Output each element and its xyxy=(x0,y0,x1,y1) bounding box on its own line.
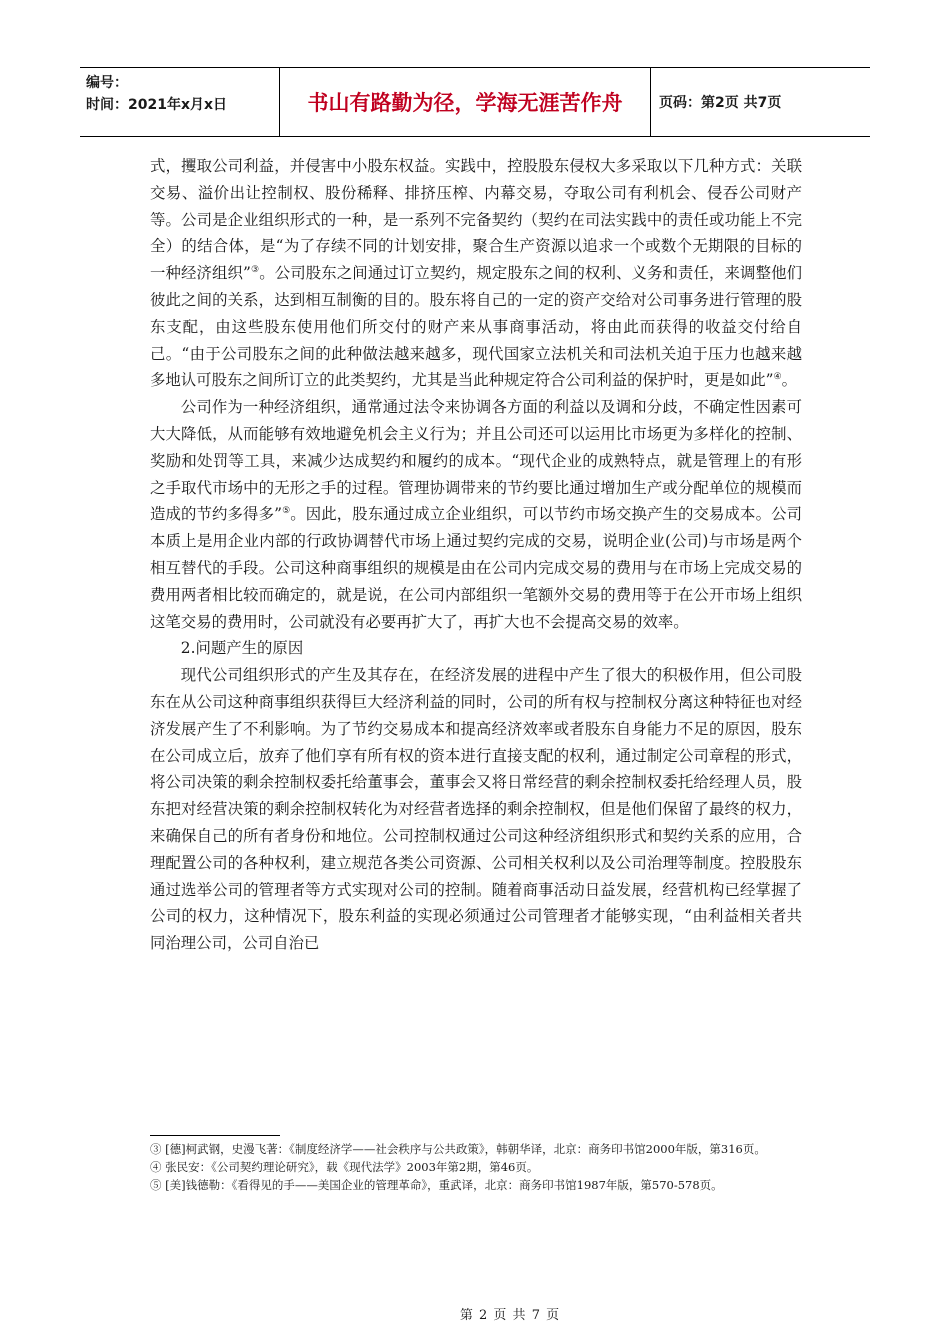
page-footer: 第 2 页 共 7 页 xyxy=(459,1308,561,1323)
footnote-ref-5: ⑤ xyxy=(281,506,291,517)
header-page-label: 页码：第2页 共7页 xyxy=(659,95,782,111)
header-meta xyxy=(80,68,280,136)
paragraph-3: 现代公司组织形式的产生及其存在，在经济发展的进程中产生了很大的积极作用，但公司股东在从公司这种商事组织获得巨大经济利益的同时，公司的所有权与控制权分离这种特征也对经济发展产生了不利影响。为了节约交易成本和提高经济效率或者股东自身能力不足的原因，股东在公司成立后，放弃了他们享有所有权的资本进行直接支配的权利，通过制定公司章程的形式，将公司决策的剩余控制权委托给董事会，董事会又将日常经营的剩余控制权委托给经理人员，股东把对经营决策的剩余控制权转化为对经营者选择的剩余控制权，但是他们保留了最终的权力，来确保自己的所有者身份和地位。公司控制权通过公司这种经济组织形式和契约关系的应用，合理配置公司的各种权利，建立规范各类公司资源、公司相关权利以及公司治理等制度。控股股东通过选举公司的管理者等方式实现对公司的控制。随着商事活动日益发展，经营机构已经掌握了公司的权力，这种情况下，股东利益的实现必须通过公司管理者才能够实现，“由利益相关者共同治理公司，公司自治已 xyxy=(150,666,802,953)
footnote-3: ③ [德]柯武钢，史漫飞著：《制度经济学——社会秩序与公共政策》，韩朝华译，北京：商务印书馆2000年版，第316页。 xyxy=(150,1142,766,1156)
footnote-5: ⑤ [美]钱德勒：《看得见的手——美国企业的管理革命》，重武译，北京：商务印书馆1987年版，第570-578页。 xyxy=(150,1178,723,1192)
page-header xyxy=(80,67,870,137)
footnotes xyxy=(150,1140,800,1194)
paragraph-1 xyxy=(150,153,802,394)
paragraph-1-text-b: 。公司股东之间通过订立契约，规定股东之间的权利、义务和责任，来调整他们彼此之间的关系，达到相互制衡的目的。股东将自己的一定的资产交给对公司事务进行管理的股东支配，由这些股东使用他们所交付的财产来从事商事活动，将由此而获得的收益交付给自己。“由于公司股东之间的此种做法越来越多，现代国家立法机关和司法机关迫于压力也越来越多地认可股东之间所订立的此类契约，尤其是当此种规定符合公司利益的保护时，更是如此” xyxy=(150,264,802,390)
paragraph-2-text-b: 。因此，股东通过成立企业组织，可以节约市场交换产生的交易成本。公司本质上是用企业内部的行政协调替代市场上通过契约完成的交易，说明企业(公司)与市场是两个相互替代的手段。公司这种商事组织的规模是由在公司内完成交易的费用与在市场上完成交易的费用两者相比较而确定的，就是说，在公司内部组织一笔额外交易的费用等于在公开市场上组织这笔交易的费用时，公司就没有必要再扩大了，再扩大也不会提高交易的效率。 xyxy=(150,505,802,631)
footnote-4: ④ 张民安：《公司契约理论研究》，载《现代法学》2003年第2期，第46页。 xyxy=(150,1160,539,1174)
number-label: 编号： xyxy=(86,75,128,91)
section-heading: 2.问题产生的原因 xyxy=(180,639,304,658)
paragraph-2-text: 公司作为一种经济组织，通常通过法令来协调各方面的利益以及调和分歧，不确定性因素可大大降低，从而能够有效地避免机会主义行为；并且公司还可以运用比市场更为多样化的控制、奖励和处罚等工具，来减少达成契约和履约的成本。“现代企业的成熟特点，就是管理上的有形之手取代市场中的无形之手的过程。管理协调带来的节约要比通过增加生产或分配单位的规模而造成的节约多得多” xyxy=(150,398,802,524)
time-label: 时间：2021年x月x日 xyxy=(86,97,228,113)
footnote-divider xyxy=(150,1135,280,1136)
footnote-ref-3: ③ xyxy=(250,265,260,276)
header-motto: 书山有路勤为径，学海无涯苦作舟 xyxy=(280,68,651,136)
paragraph-1-text: 式，攫取公司利益，并侵害中小股东权益。实践中，控股股东侵权大多采取以下几种方式：关联交易、溢价出让控制权、股份稀释、排挤压榨、内幕交易，夺取公司有利机会、侵吞公司财产等。公司是企业组织形式的一种，是一系列不完备契约（契约在司法实践中的责任或功能上不完全）的结合体，是“为了存续不同的计划安排，聚合生产资源以追求一个或数个无期限的目标的一种经济组织” xyxy=(150,157,802,283)
body-text xyxy=(150,153,802,957)
footnote-ref-4: ④ xyxy=(773,372,782,383)
paragraph-1-text-c: 。 xyxy=(781,371,797,390)
paragraph-2 xyxy=(150,394,802,635)
